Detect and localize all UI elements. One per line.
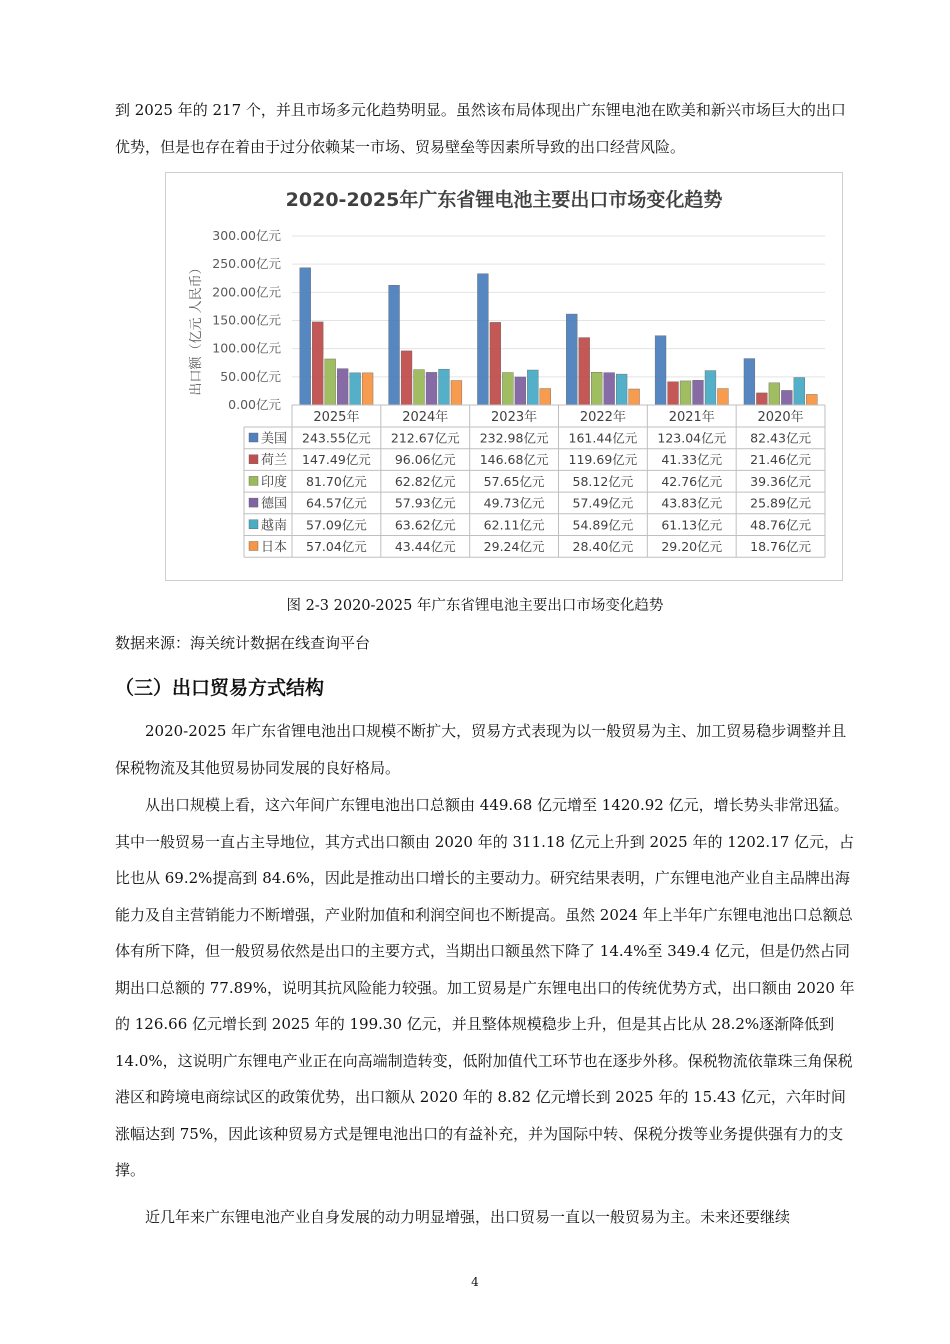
data-table-cell: 18.76亿元 xyxy=(750,539,811,554)
data-table-cell: 212.67亿元 xyxy=(390,430,460,446)
bar xyxy=(540,389,551,405)
bar xyxy=(490,322,501,405)
bar xyxy=(350,373,361,405)
bar xyxy=(515,377,526,405)
data-table-cell: 25.89亿元 xyxy=(750,495,811,511)
data-table-cell: 161.44亿元 xyxy=(568,430,638,446)
y-tick-label: 50.00亿元 xyxy=(220,368,281,384)
bar xyxy=(629,389,640,405)
bar xyxy=(717,389,728,405)
y-tick-label: 250.00亿元 xyxy=(212,256,281,272)
data-table-cell: 243.55亿元 xyxy=(302,430,371,446)
bar xyxy=(477,274,488,405)
data-table-cell: 63.62亿元 xyxy=(394,517,456,533)
paragraph-3: 近几年来广东锂电池产业自身发展的动力明显增强，出口贸易一直以一般贸易为主。未来还要继续 xyxy=(145,1208,791,1226)
bar xyxy=(401,351,412,405)
data-table-cell: 29.24亿元 xyxy=(483,539,545,554)
bar xyxy=(806,394,817,405)
bar xyxy=(502,373,513,405)
data-table-cell: 42.76亿元 xyxy=(661,473,723,489)
y-tick-label: 150.00亿元 xyxy=(212,312,281,328)
chart-title: 2020-2025年广东省锂电池主要出口市场变化趋势 xyxy=(285,189,723,211)
legend-swatch xyxy=(249,433,258,442)
section-heading: （三）出口贸易方式结构 xyxy=(115,677,325,699)
x-category-label: 2020年 xyxy=(757,410,804,425)
data-table-cell: 232.98亿元 xyxy=(479,430,549,446)
legend-swatch xyxy=(249,542,258,551)
legend-label: 荷兰 xyxy=(261,453,288,469)
bar xyxy=(337,369,348,405)
bar xyxy=(781,390,792,405)
bar xyxy=(616,374,627,405)
legend-label: 美国 xyxy=(261,431,288,447)
data-table-cell: 96.06亿元 xyxy=(394,452,456,468)
data-table-cell: 123.04亿元 xyxy=(657,430,727,446)
x-category-label: 2022年 xyxy=(579,410,626,425)
bar xyxy=(769,383,780,405)
bar xyxy=(362,373,373,405)
data-table-cell: 21.46亿元 xyxy=(750,452,811,468)
bar xyxy=(579,338,590,405)
data-table-cell: 81.70亿元 xyxy=(306,473,367,489)
bar xyxy=(604,373,615,405)
data-table-cell: 57.09亿元 xyxy=(306,517,367,533)
data-table-cell: 62.11亿元 xyxy=(483,517,545,533)
bar-chart-svg xyxy=(166,173,842,580)
bar xyxy=(705,371,716,405)
data-table-cell: 61.13亿元 xyxy=(661,517,723,533)
data-table-cell: 49.73亿元 xyxy=(483,495,545,511)
data-table-cell: 54.89亿元 xyxy=(572,517,634,533)
bar xyxy=(414,370,425,405)
intro-paragraph: 到 2025 年的 217 个，并且市场多元化趋势明显。虽然该布局体现出广东锂电池在欧美和新兴市场巨大的出口优势，但是也存在着由于过分依赖某一市场、贸易壁垒等因素所导致的出口经营风险。 xyxy=(115,101,846,156)
data-table-cell: 57.49亿元 xyxy=(572,495,634,511)
bar xyxy=(439,369,450,405)
data-table-cell: 57.04亿元 xyxy=(306,539,367,554)
y-axis-label: 出口额（亿元 人民币） xyxy=(189,261,204,396)
data-table-cell: 64.57亿元 xyxy=(306,495,367,511)
legend-swatch xyxy=(249,520,258,529)
y-tick-label: 200.00亿元 xyxy=(212,284,281,300)
legend-label: 印度 xyxy=(261,474,288,490)
data-table-cell: 57.65亿元 xyxy=(483,473,545,489)
page-number: 4 xyxy=(471,1275,479,1289)
data-table-cell: 41.33亿元 xyxy=(661,452,723,468)
bar xyxy=(591,372,602,405)
legend-label: 越南 xyxy=(261,518,288,534)
figure-caption: 图 2-3 2020-2025 年广东省锂电池主要出口市场变化趋势 xyxy=(286,598,664,614)
bar xyxy=(389,285,400,405)
data-table-cell: 62.82亿元 xyxy=(394,473,456,489)
bar xyxy=(426,372,437,405)
y-tick-label: 0.00亿元 xyxy=(228,397,281,412)
bar xyxy=(325,359,336,405)
legend-swatch xyxy=(249,476,258,485)
paragraph-2: 从出口规模上看，这六年间广东锂电池出口总额由 449.68 亿元增至 1420.92 亿元，增长势头非常迅猛。其中一般贸易一直占主导地位，其方式出口额由 2020 年的 311.18 亿元上升到 2025 年的 1202.17 亿元，占比也从 69.2%提高到 84.6%，因此是推动出口增长的主要动力。研究结果表明，广东锂电池产业自主品牌出海能力及自主营销能力不断增强，产业附加值和利润空间也不断提高。虽然 2024 年上半年广东锂电池出口总额总体有所下降，但一般贸易依然是出口的主要方式，当期出口额虽然下降了 14.4%至 349.4 亿元，但是仍然占同期出口总额的 77.89%，说明其抗风险能力较强。加工贸易是广东锂电出口的传统优势方式，出口额由 2020 年的 126.66 亿元增长到 2025 年的 199.30 亿元，并且整体规模稳步上升，但是其占比从 28.2%逐渐降低到 14.0%，这说明广东锂电产业正在向高端制造转变，低附加值代工环节也在逐步外移。保税物流依靠珠三角保税港区和跨境电商综试区的政策优势，出口额从 2020 年的 8.82 亿元增长到 2025 年的 15.43 亿元，六年时间涨幅达到 75%，因此该种贸易方式是锂电池出口的有益补充，并为国际中转、保税分拨等业务提供强有力的支撑。 xyxy=(115,796,855,1179)
bar xyxy=(693,380,704,405)
x-category-label: 2024年 xyxy=(402,410,449,425)
bar xyxy=(655,336,666,405)
x-category-label: 2021年 xyxy=(668,410,715,425)
export-market-chart xyxy=(165,172,843,581)
x-category-label: 2023年 xyxy=(491,410,538,425)
bar xyxy=(300,268,311,405)
data-table-cell: 57.93亿元 xyxy=(394,495,456,511)
bar xyxy=(527,370,538,405)
data-table-cell: 29.20亿元 xyxy=(661,539,723,554)
bar xyxy=(744,359,755,405)
bar xyxy=(756,393,767,405)
data-table-cell: 146.68亿元 xyxy=(479,452,549,468)
data-table-cell: 43.83亿元 xyxy=(661,495,723,511)
bar xyxy=(794,378,805,405)
data-table-cell: 119.69亿元 xyxy=(568,452,638,468)
data-table-cell: 39.36亿元 xyxy=(750,473,811,489)
legend-label: 日本 xyxy=(261,540,288,555)
bar xyxy=(680,381,691,405)
data-source: 数据来源：海关统计数据在线查询平台 xyxy=(115,634,371,652)
legend-label: 德国 xyxy=(261,496,288,512)
x-category-label: 2025年 xyxy=(313,410,360,425)
legend-swatch xyxy=(249,498,258,507)
bar xyxy=(312,322,323,405)
data-table-cell: 82.43亿元 xyxy=(750,430,811,446)
data-table-cell: 147.49亿元 xyxy=(302,452,371,468)
data-table-cell: 48.76亿元 xyxy=(750,517,811,533)
bar xyxy=(668,382,679,405)
legend-swatch xyxy=(249,455,258,464)
y-tick-label: 300.00亿元 xyxy=(212,228,281,243)
bar xyxy=(451,381,462,405)
data-table-cell: 58.12亿元 xyxy=(572,473,634,489)
y-tick-label: 100.00亿元 xyxy=(212,340,281,356)
data-table-cell: 28.40亿元 xyxy=(572,539,634,554)
data-table-cell: 43.44亿元 xyxy=(394,539,456,554)
paragraph-1: 2020-2025 年广东省锂电池出口规模不断扩大，贸易方式表现为以一般贸易为主、加工贸易稳步调整并且保税物流及其他贸易协同发展的良好格局。 xyxy=(115,722,847,777)
bar xyxy=(566,314,577,405)
